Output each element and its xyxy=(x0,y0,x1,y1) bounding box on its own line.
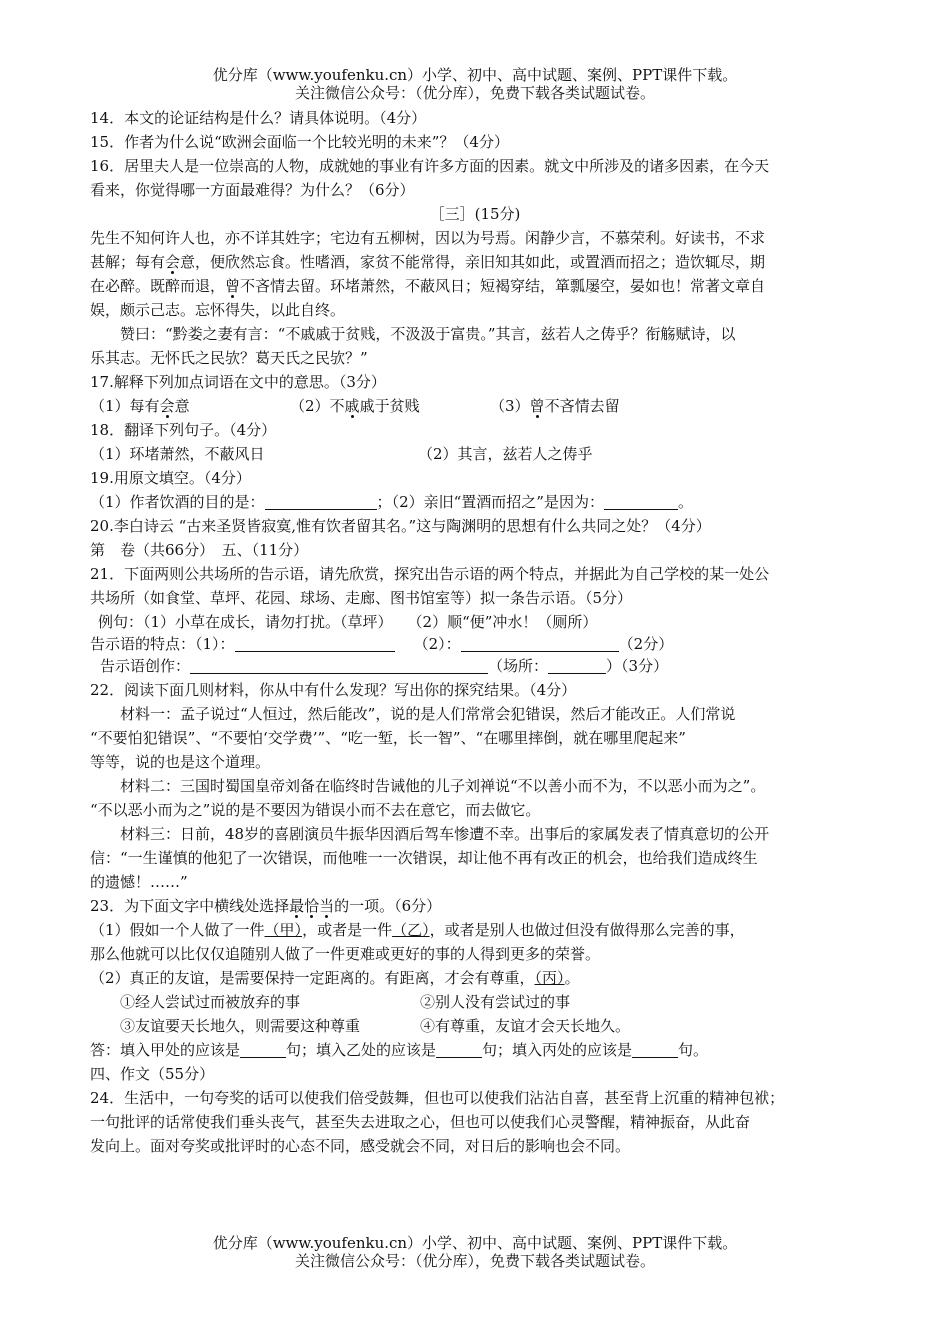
dotted-char: 会 xyxy=(165,253,181,271)
material-3-line-1: 材料三：日前，48岁的喜剧演员牛振华因酒后驾车惨遭不幸。出事后的家属发表了情真意切的公开 xyxy=(120,825,770,843)
answer-blank[interactable] xyxy=(604,493,678,510)
material-2-line-2: “不以恶小而为之”说的是不要因为错误小而不去在意它，而去做它。 xyxy=(90,801,541,819)
passage-line-6: 乐其志。无怀氏之民欤？葛天氏之民欤？” xyxy=(90,349,368,367)
part-2-title: 第 卷（共66分） 五、（11分） xyxy=(90,541,309,559)
exam-body xyxy=(90,106,860,1158)
dotted-char: 曾 xyxy=(225,277,241,295)
footer-line-1: 优分库（www.youfenku.cn）小学、初中、高中试题、案例、PPT课件下载。 xyxy=(212,1234,738,1252)
answer-blank[interactable] xyxy=(190,657,488,674)
answer-blank[interactable] xyxy=(240,1041,286,1058)
dotted-char: 当 xyxy=(319,897,335,915)
answer-blank[interactable] xyxy=(548,657,606,674)
question-20: 20.李白诗云 “古来圣贤皆寂寞,惟有饮者留其名。”这与陶渊明的思想有什么共同之处？（4分） xyxy=(90,517,711,535)
question-17-items: （1）每有会意 （2）不戚戚于贫贱 （3）曾不吝情去留 xyxy=(90,397,620,415)
answer-blank[interactable] xyxy=(461,635,619,652)
question-21-create: 告示语创作： （场所： ）（3分） xyxy=(100,657,669,675)
section-3-title: ［三］(15分) xyxy=(429,205,521,223)
question-21-features: 告示语的特点：（1）： （2）： （2分） xyxy=(90,635,674,653)
question-23-item-1: （1）假如一个人做了一件（甲），或者是一件（乙），或者是别人也做过但没有做得那么完善的事， xyxy=(90,921,745,939)
question-23-options-b: ③友谊要天长地久，则需要这种尊重 ④有尊重，友谊才会天长地久。 xyxy=(120,1017,631,1035)
header-line-2: 关注微信公众号：（优分库），免费下载各类试题试卷。 xyxy=(294,84,655,102)
question-21-example: 例句：（1）小草在成长，请勿打扰。（草坪） （2）顺“便”冲水！（厕所） xyxy=(98,613,598,631)
passage-line-4: 娱，颇示己志。忘怀得失，以此自终。 xyxy=(90,301,346,319)
question-24-line-2: 一句批评的话常使我们垂头丧气，甚至失去进取之心，但也可以使我们心灵警醒，精神振奋，从此奋 xyxy=(90,1113,751,1131)
footer-line-2: 关注微信公众号：（优分库），免费下载各类试题试卷。 xyxy=(294,1252,655,1270)
question-21-line-2: 共场所（如食堂、草坪、花园、球场、走廊、图书馆室等）拟一条告示语。（5分） xyxy=(90,589,633,607)
blank-bing: （丙） xyxy=(534,969,565,987)
dotted-char: 戚 xyxy=(344,397,360,415)
material-2-line-1: 材料二：三国时蜀国皇帝刘备在临终时告诫他的儿子刘禅说“不以善小而不为，不以恶小而为之”。 xyxy=(120,777,766,795)
material-3-line-2: 信：“一生谨慎的他犯了一次错误，而他唯一一次错误，却让他不再有改正的机会，也给我们造成终生 xyxy=(90,849,758,867)
answer-blank[interactable] xyxy=(436,1041,482,1058)
question-18: 18．翻译下列句子。（4分） xyxy=(90,421,277,439)
question-17: 17.解释下列加点词语在文中的意思。（3分） xyxy=(90,373,386,391)
answer-blank[interactable] xyxy=(235,635,395,652)
header-line-1: 优分库（www.youfenku.cn）小学、初中、高中试题、案例、PPT课件下载。 xyxy=(212,66,738,84)
question-24-line-1: 24．生活中，一句夸奖的话可以使我们倍受鼓舞，但也可以使我们沾沾自喜，甚至背上沉重的精神包袱； xyxy=(90,1089,785,1107)
question-23-answer: 答：填入甲处的应该是 句；填入乙处的应该是 句；填入丙处的应该是 句。 xyxy=(90,1041,709,1059)
dotted-char: 恰 xyxy=(304,897,320,915)
question-23-item-1-cont: 那么他就可以比仅仅追随别人做了一件更难或更好的事的人得到更多的荣誉。 xyxy=(90,945,601,963)
question-16-line-1: 16．居里夫人是一位崇高的人物，成就她的事业有许多方面的因素。就文中所涉及的诸多因素，在今天 xyxy=(90,157,770,175)
question-14: 14．本文的论证结构是什么？请具体说明。（4分） xyxy=(90,109,427,127)
question-16-line-2: 看来，你觉得哪一方面最难得？为什么？（6分） xyxy=(90,181,415,199)
question-23-item-2: （2）真正的友谊，是需要保持一定距离的。有距离，才会有尊重，（丙）。 xyxy=(90,969,580,987)
question-15: 15．作者为什么说“欧洲会面临一个比较光明的未来”？（4分） xyxy=(90,133,509,151)
dotted-char: 最 xyxy=(289,897,305,915)
blank-yi: （乙） xyxy=(392,921,430,939)
passage-line-2: 甚解；每有会意，便欣然忘食。性嗜酒，家贫不能常得，亲旧知其如此，或置酒而招之；造饮辄尽，期 xyxy=(90,253,766,271)
material-3-line-3: 的遗憾！……” xyxy=(90,873,188,891)
passage-line-1: 先生不知何许人也，亦不详其姓字；宅边有五柳树，因以为号焉。闲静少言，不慕荣利。好读书，不求 xyxy=(90,229,766,247)
question-19-items: （1）作者饮酒的目的是： ；（2）亲旧“置酒而招之”是因为： 。 xyxy=(90,493,693,511)
question-22: 22．阅读下面几则材料，你从中有什么发现？写出你的探究结果。（4分） xyxy=(90,681,577,699)
question-19: 19.用原文填空。（4分） xyxy=(90,469,251,487)
dotted-char: 会 xyxy=(159,397,175,415)
material-1-line-2: “不要怕犯错误”、“不要怕‘交学费’”、“吃一堑，长一智”、“在哪里摔倒，就在哪里爬起来” xyxy=(90,729,686,747)
question-18-items: （1）环堵萧然，不蔽风日 （2）其言，兹若人之俦乎 xyxy=(90,445,593,463)
material-1-line-1: 材料一：孟子说过“人恒过，然后能改”，说的是人们常常会犯错误，然后才能改正。人们常说 xyxy=(120,705,736,723)
section-4-title: 四、作文（55分） xyxy=(90,1065,215,1083)
answer-blank[interactable] xyxy=(632,1041,678,1058)
question-23: 23．为下面文字中横线处选择最恰当的一项。（6分） xyxy=(90,897,442,915)
material-1-line-3: 等等，说的也是这个道理。 xyxy=(90,753,271,771)
passage-line-3: 在必醉。既醉而退，曾不吝情去留。环堵萧然，不蔽风日；短褐穿结，箪瓢屡空，晏如也！常著文章自 xyxy=(90,277,766,295)
question-23-options-a: ①经人尝试过而被放弃的事 ②别人没有尝试过的事 xyxy=(120,993,571,1011)
passage-line-5: 赞曰：“黔娄之妻有言：“不戚戚于贫贱，不汲汲于富贵。”其言，兹若人之俦乎？衔觞赋诗，以 xyxy=(120,325,736,343)
blank-jia: （甲） xyxy=(264,921,303,939)
dotted-char: 曾 xyxy=(529,397,545,415)
answer-blank[interactable] xyxy=(265,493,377,510)
question-21-line-1: 21．下面两则公共场所的告示语，请先欣赏，探究出告示语的两个特点，并据此为自己学校的某一处公 xyxy=(90,565,770,583)
question-24-line-3: 发向上。面对夸奖或批评时的心态不同，感受就会不同，对日后的影响也会不同。 xyxy=(90,1137,631,1155)
